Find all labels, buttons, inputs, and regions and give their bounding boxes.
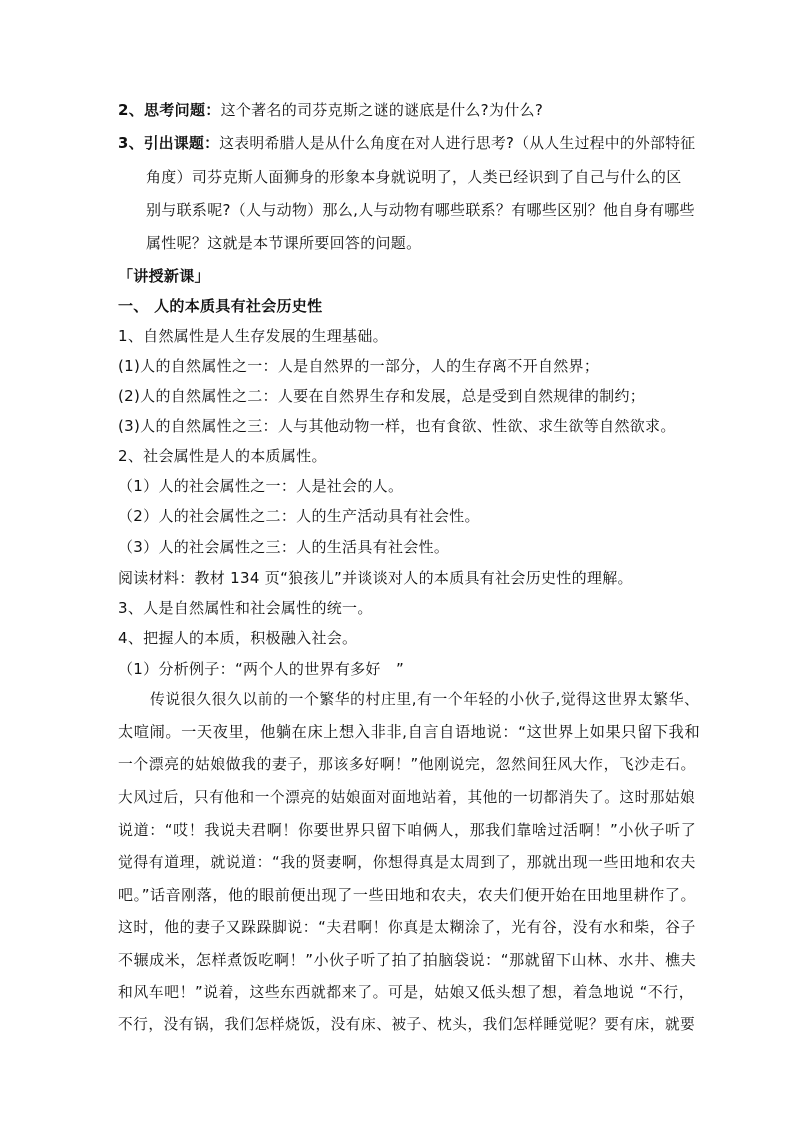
story-line-10: 和风车吧！”说着，这些东西就都来了。可是，姑娘又低头想了想，着急地说 “不行， xyxy=(118,984,695,1001)
story-line-2: 太喧闹。一天夜里，他躺在床上想入非非,自言自语地说：“这世界上如果只留下我和 xyxy=(118,723,701,741)
story-line-8: 这时，他的妻子又跺跺脚说：“夫君啊！你真是太糊涂了，光有谷，没有水和柴，谷子 xyxy=(118,919,696,936)
section-label: 「讲授新课」 xyxy=(118,267,210,285)
item-3-line-3: 别与联系呢?（人与动物）那么,人与动物有哪些联系？有哪些区别？他自身有哪些 xyxy=(146,201,695,219)
story-line-11: 不行，没有锅，我们怎样烧饭，没有床、被子、枕头，我们怎样睡觉呢？要有床，就要 xyxy=(118,1016,696,1033)
item-3-line-2: 角度）司芬克斯人面狮身的形象本身就说明了，人类已经识到了自己与什么的区 xyxy=(146,168,682,186)
point-3: 3、人是自然属性和社会属性的统一。 xyxy=(118,599,373,617)
story-line-6: 觉得有道理，就说道：“我的贤妻啊，你想得真是太周到了，那就出现一些田地和农夫 xyxy=(118,854,696,871)
point-social-2: （2）人的社会属性之二：人的生产活动具有社会性。 xyxy=(118,507,480,525)
story-line-3: 一个漂亮的姑娘做我的妻子，那该多好啊！”他刚说完，忽然间狂风大作，飞沙走石。 xyxy=(118,756,696,773)
heading-1: 一、 人的本质具有社会历史性 xyxy=(118,297,323,315)
item-3-line-4: 属性呢？这就是本节课所要回答的问题。 xyxy=(146,234,422,252)
intro-item-3 xyxy=(118,134,695,154)
story-line-1: 传说很久很久以前的一个繁华的村庄里,有一个年轻的小伙子,觉得这世界太繁华、 xyxy=(150,691,700,708)
point-1: 1、自然属性是人生存发展的生理基础。 xyxy=(118,327,388,345)
item-2-number: 2、 xyxy=(118,101,145,119)
item-3-number: 3、 xyxy=(118,135,144,152)
point-2: 2、社会属性是人的本质属性。 xyxy=(118,447,327,465)
item-2-text: 这个著名的司芬克斯之谜的谜底是什么?为什么? xyxy=(220,101,544,119)
example-heading: （1）分析例子：“两个人的世界有多好 ” xyxy=(118,660,405,678)
story-line-4: 大风过后，只有他和一个漂亮的姑娘面对面地站着，其他的一切都消失了。这时那姑娘 xyxy=(118,789,696,806)
point-natural-1: (1)人的自然属性之一：人是自然界的一部分，人的生存离不开自然界； xyxy=(118,357,600,375)
reading-material: 阅读材料：教材 134 页“狼孩儿”并谈谈对人的本质具有社会历史性的理解。 xyxy=(118,569,633,587)
point-natural-2: (2)人的自然属性之二：人要在自然界生存和发展，总是受到自然规律的制约； xyxy=(118,387,646,405)
point-natural-3: (3)人的自然属性之三：人与其他动物一样，也有食欲、性欲、求生欲等自然欲求。 xyxy=(118,417,676,435)
point-4: 4、把握人的本质，积极融入社会。 xyxy=(118,629,358,647)
story-line-9: 不辗成米，怎样煮饭吃啊！”小伙子听了拍了拍脑袋说：“那就留下山林、水井、樵夫 xyxy=(118,951,697,969)
story-line-7: 吧。”话音刚落，他的眼前便出现了一些田地和农夫，农夫们便开始在田地里耕作了。 xyxy=(118,886,697,904)
item-3-line-1: 这表明希腊人是从什么角度在对人进行思考?（从人生过程中的外部特征 xyxy=(219,135,696,152)
intro-item-2 xyxy=(118,100,543,120)
story-line-5: 说道：“哎！我说夫君啊！你要世界只留下咱俩人，那我们靠啥过活啊！”小伙子听了 xyxy=(118,821,697,839)
point-social-1: （1）人的社会属性之一：人是社会的人。 xyxy=(118,477,404,495)
point-social-3: （3）人的社会属性之三：人的生活具有社会性。 xyxy=(118,538,450,556)
item-2-label: 思考问题： xyxy=(144,101,221,119)
item-3-label: 引出课题： xyxy=(143,135,220,152)
